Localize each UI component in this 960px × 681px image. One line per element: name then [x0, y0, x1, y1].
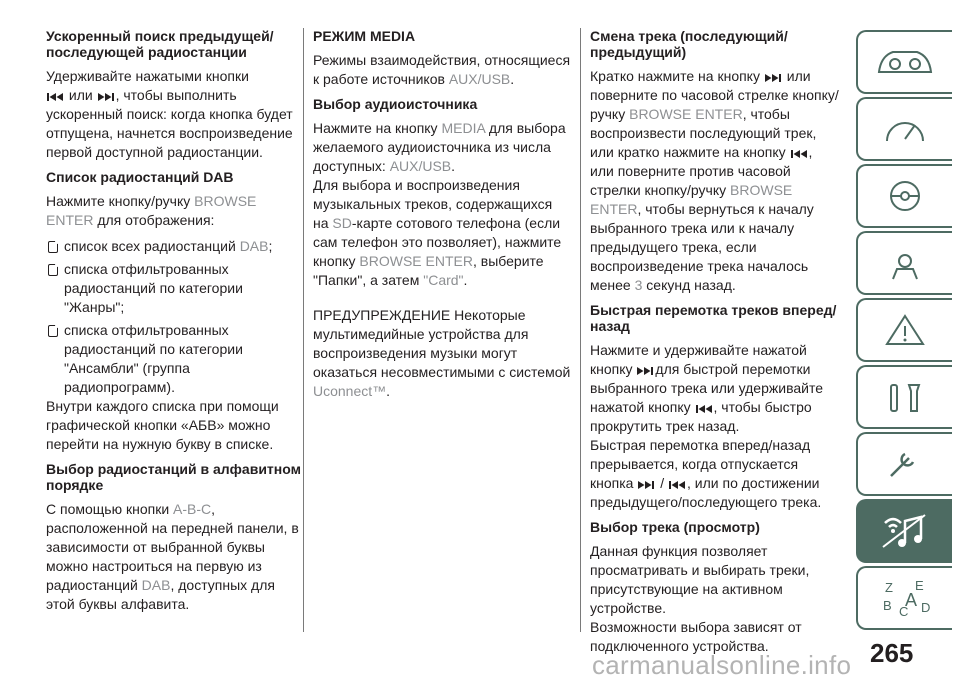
- car-dashboard-icon: [875, 42, 935, 82]
- heading-fast-forward: Быстрая перемотка треков вперед/назад: [590, 302, 837, 334]
- prev-track-icon: [47, 92, 64, 102]
- airbag-icon: [875, 176, 935, 216]
- heading-track-change: Смена трека (последующий/ предыдущий): [590, 28, 788, 60]
- steering-wheel-icon: [875, 243, 935, 283]
- watermark: carmanualsonline.info: [592, 650, 852, 680]
- paragraph-fast-search: Удерживайте нажатыми кнопки или , чтобы выполнить ускоренный поиск: когда кнопка будет отпущена, начнется воспроизведение первой доступной радиостанции.: [46, 68, 293, 160]
- heading-dab-list: Список радиостанций DAB: [46, 169, 234, 185]
- checkbox-bullet-icon: [48, 264, 58, 276]
- next-track-icon: [765, 73, 782, 83]
- column-2: [313, 28, 571, 408]
- svg-text:C: C: [899, 604, 909, 619]
- tab-warning[interactable]: [856, 298, 952, 362]
- heading-media-mode: РЕЖИМ MEDIA: [313, 28, 416, 44]
- checkbox-bullet-icon: [48, 325, 58, 337]
- svg-text:Z: Z: [885, 580, 893, 595]
- paragraph-sd-card: Для выбора и воспроизведения музыкальных треков, содержащихся на SD-карте сотового телефона (если сам телефон это позволяет), нажмите кнопку BROWSE ENTER, выберите "Папки", а затем "Card".: [313, 177, 562, 288]
- svg-text:B: B: [883, 598, 892, 613]
- next-track-icon: [98, 92, 115, 102]
- tools-icon: [875, 377, 935, 417]
- tab-gauge[interactable]: [856, 97, 952, 161]
- svg-text:D: D: [921, 600, 931, 615]
- paragraph-fast-forward: Нажмите и удерживайте нажатой кнопку для быстрой перемотки выбранного трека или удерживайте нажатой кнопку , чтобы быстро прокрутить трек назад.: [590, 342, 823, 434]
- gauge-icon: [875, 109, 935, 149]
- paragraph-fast-forward-stop: Быстрая перемотка вперед/назад прерывается, когда отпускается кнопка / , или по достижении предыдущего/последующего трека.: [590, 437, 822, 510]
- svg-text:A: A: [905, 590, 918, 610]
- tab-car-dashboard[interactable]: [856, 30, 952, 94]
- paragraph-media-mode: Режимы взаимодействия, относящиеся к работе источников AUX/USB.: [313, 52, 571, 87]
- column-divider: [303, 28, 304, 632]
- paragraph-alphabetic: С помощью кнопки A-B-C, расположенной на передней панели, в зависимости от выбранной буквы можно настроиться на первую из радиостанций DAB, доступных для этой буквы алфавита.: [46, 501, 299, 612]
- prev-track-icon: [669, 480, 686, 490]
- paragraph-audio-source: Нажмите на кнопку MEDIA для выбора желаемого аудиоисточника из числа доступных: AUX/USB.: [313, 120, 566, 174]
- svg-text:E: E: [915, 578, 924, 593]
- paragraph-warning: ПРЕДУПРЕЖДЕНИЕ Некоторые мультимедийные устройства для воспроизведения музыки могут оказаться несовместимыми с системой Uconnect™.: [313, 307, 571, 399]
- alphabet-index-icon: [875, 576, 935, 620]
- list-item: список всех радиостанций DAB;: [46, 237, 304, 256]
- column-1: [46, 28, 304, 621]
- next-track-icon: [637, 366, 654, 376]
- prev-track-icon: [696, 404, 713, 414]
- paragraph-abc-button: Внутри каждого списка при помощи графической кнопки «АБВ» можно перейти на нужную букву в списке.: [46, 398, 279, 452]
- warning-icon: [875, 310, 935, 350]
- chapter-tabs: [856, 30, 952, 633]
- page-number: 265: [870, 638, 914, 668]
- wrench-icon: [875, 444, 935, 484]
- checkbox-bullet-icon: [48, 241, 58, 253]
- paragraph-track-browse-2: Возможности выбора зависят от подключенного устройства.: [590, 619, 802, 654]
- tab-steering-wheel[interactable]: [856, 231, 952, 295]
- list-item: списка отфильтрованных радиостанций по категории "Жанры";: [46, 260, 304, 317]
- multimedia-icon: [875, 509, 935, 553]
- list-item: списка отфильтрованных радиостанций по категории "Ансамбли" (группа радиопрограмм).: [46, 321, 304, 397]
- paragraph-dab-list: Нажмите кнопку/ручку BROWSE ENTER для отображения:: [46, 193, 257, 228]
- tab-multimedia[interactable]: [856, 499, 952, 563]
- tab-index[interactable]: [856, 566, 952, 630]
- heading-track-browse: Выбор трека (просмотр): [590, 519, 760, 535]
- tab-tools[interactable]: [856, 365, 952, 429]
- next-track-icon: [638, 480, 655, 490]
- heading-alphabetic: Выбор радиостанций в алфавитном порядке: [46, 461, 301, 493]
- heading-audio-source: Выбор аудиоисточника: [313, 96, 478, 112]
- tab-specs[interactable]: [856, 432, 952, 496]
- heading-fast-search: Ускоренный поиск предыдущей/ последующей радиостанции: [46, 28, 274, 60]
- column-3: [590, 28, 840, 663]
- tab-airbag[interactable]: [856, 164, 952, 228]
- prev-track-icon: [791, 149, 808, 159]
- paragraph-track-browse: Данная функция позволяет просматривать и выбирать треки, присутствующие на активном устройстве.: [590, 543, 810, 616]
- column-divider: [580, 28, 581, 632]
- paragraph-track-change: Кратко нажмите на кнопку или поверните по часовой стрелке кнопку/ручку BROWSE ENTER, чтобы воспроизвести последующий трек, или кратко нажмите на кнопку , или поверните против часовой стрелки кнопку/ручку BROWSE ENTER, чтобы вернуться к началу выбранного трека или к началу предыдущего трека, если воспроизведение трека началось менее 3 секунд назад.: [590, 68, 839, 293]
